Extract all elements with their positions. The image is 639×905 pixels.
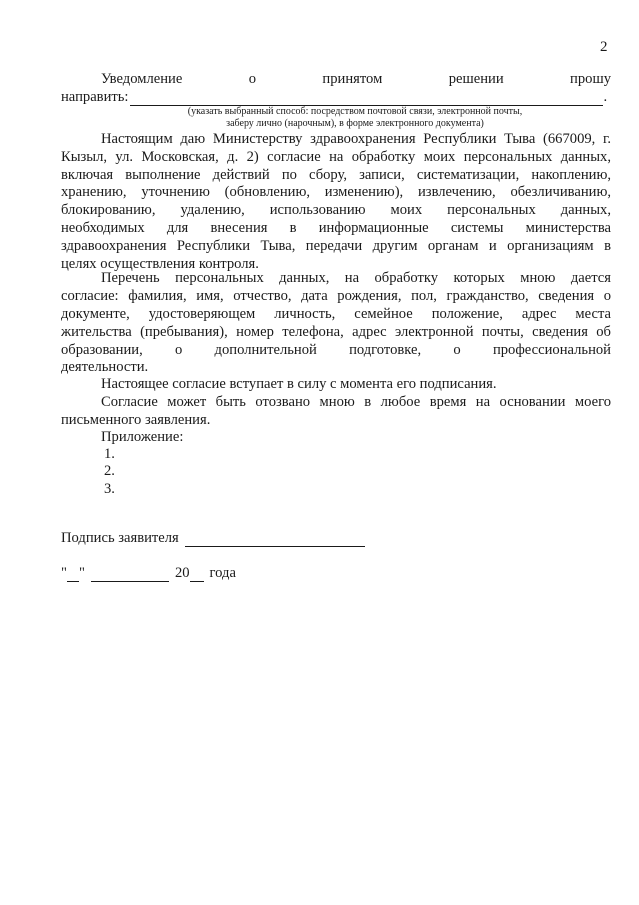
send-method-field[interactable] bbox=[130, 91, 603, 106]
consent-line: включая выполнение действий по сбору, записи, систематизации, накоплению, bbox=[61, 167, 611, 183]
consent-line: Кызыл, ул. Московская, д. 2) согласие на обработку моих персональных данных, bbox=[61, 149, 611, 165]
year-prefix: 20 bbox=[174, 565, 190, 581]
revocation-line: Согласие может быть отозвано мною в любое время на основании моего bbox=[101, 394, 611, 410]
consent-line: целях осуществления контроля. bbox=[61, 256, 259, 272]
year-field[interactable] bbox=[190, 567, 204, 582]
notice-word: Уведомление bbox=[101, 71, 183, 87]
consent-line: блокированию, удалению, использованию моих персональных данных, bbox=[61, 202, 611, 218]
notice-word: прошу bbox=[570, 71, 611, 87]
signature-label: Подпись заявителя bbox=[61, 530, 179, 546]
send-method-line bbox=[61, 89, 607, 106]
data-list-line: жительства (пребывания), номер телефона, адрес электронной почты, сведения об bbox=[61, 324, 611, 340]
revocation-line: письменного заявления. bbox=[61, 412, 211, 428]
day-field[interactable] bbox=[67, 567, 79, 582]
attachment-item: 2. bbox=[104, 463, 115, 479]
date-quote-close: " bbox=[78, 565, 85, 581]
data-list-line: Перечень персональных данных, на обработку которых мною дается bbox=[101, 270, 611, 286]
year-suffix: года bbox=[209, 565, 236, 581]
consent-line: здравоохранения Республики Тыва, передачи другим органам и организациям в bbox=[61, 238, 611, 254]
send-label: направить: bbox=[61, 89, 129, 105]
page-number: 2 bbox=[600, 39, 608, 55]
signature-line bbox=[61, 530, 365, 547]
date-line bbox=[61, 565, 236, 582]
consent-line: Настоящим даю Министерству здравоохранения Республики Тыва (667009, г. bbox=[101, 131, 611, 147]
month-field[interactable] bbox=[91, 567, 169, 582]
effective-text: Настоящее согласие вступает в силу с момента его подписания. bbox=[101, 376, 497, 392]
notice-word: принятом bbox=[322, 71, 383, 87]
notice-word: о bbox=[248, 71, 257, 87]
data-list-line: деятельности. bbox=[61, 359, 149, 375]
send-method-hint: заберу лично (нарочным), в форме электронного документа) bbox=[226, 118, 484, 129]
data-list-line: документе, удостоверяющем личность, семейное положение, адрес места bbox=[61, 306, 611, 322]
attachment-item: 3. bbox=[104, 481, 115, 497]
consent-line: хранению, уточнению (обновлению, изменению), извлечению, обезличиванию, bbox=[61, 184, 611, 200]
signature-field[interactable] bbox=[185, 532, 365, 547]
attachment-item: 1. bbox=[104, 446, 115, 462]
notice-word: решении bbox=[448, 71, 504, 87]
date-quote-open: " bbox=[61, 565, 67, 581]
consent-line: необходимых для внесения в информационные системы министерства bbox=[61, 220, 611, 236]
send-end: . bbox=[603, 89, 608, 105]
notice-heading bbox=[61, 71, 611, 88]
data-list-line: образовании, о дополнительной подготовке, о профессиональной bbox=[61, 342, 611, 358]
send-method-hint: (указать выбранный способ: посредством почтовой связи, электронной почты, bbox=[187, 106, 523, 117]
attachment-label: Приложение: bbox=[101, 429, 184, 445]
data-list-line: согласие: фамилия, имя, отчество, дата рождения, пол, гражданство, сведения о bbox=[61, 288, 611, 304]
